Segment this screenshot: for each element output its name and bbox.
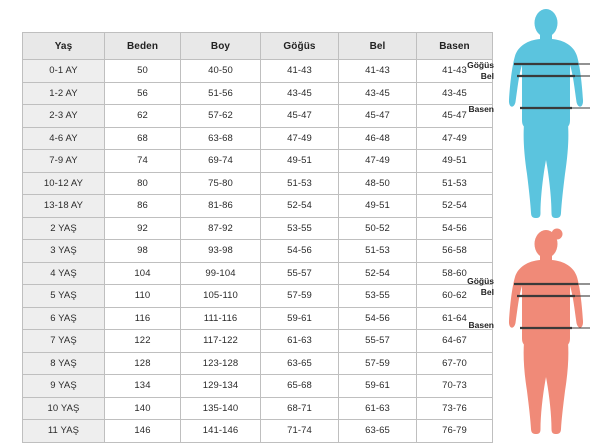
cell-waist: 54-56 — [339, 307, 417, 330]
cell-waist: 52-54 — [339, 262, 417, 285]
blue-chest-label: Göğüs — [467, 60, 494, 70]
cell-hip: 67-70 — [417, 352, 493, 375]
cell-size: 134 — [105, 375, 181, 398]
cell-height: 111-116 — [181, 307, 261, 330]
cell-age: 2-3 AY — [23, 105, 105, 128]
cell-waist: 47-49 — [339, 150, 417, 173]
cell-height: 87-92 — [181, 217, 261, 240]
cell-waist: 49-51 — [339, 195, 417, 218]
cell-hip: 64-67 — [417, 330, 493, 353]
cell-size: 128 — [105, 352, 181, 375]
size-table-container — [22, 32, 492, 443]
cell-age: 7-9 AY — [23, 150, 105, 173]
cell-age: 6 YAŞ — [23, 307, 105, 330]
table-row — [23, 127, 493, 150]
cell-age: 9 YAŞ — [23, 375, 105, 398]
cell-height: 75-80 — [181, 172, 261, 195]
cell-age: 10-12 AY — [23, 172, 105, 195]
column-header-size: Beden — [105, 33, 181, 60]
cell-hip: 76-79 — [417, 420, 493, 443]
cell-waist: 41-43 — [339, 60, 417, 83]
cell-age: 10 YAŞ — [23, 397, 105, 420]
cell-chest: 68-71 — [261, 397, 339, 420]
table-row — [23, 352, 493, 375]
table-row — [23, 307, 493, 330]
column-header-chest: Göğüs — [261, 33, 339, 60]
cell-age: 4 YAŞ — [23, 262, 105, 285]
cell-height: 51-56 — [181, 82, 261, 105]
cell-size: 116 — [105, 307, 181, 330]
cell-waist: 50-52 — [339, 217, 417, 240]
cell-size: 110 — [105, 285, 181, 308]
cell-chest: 52-54 — [261, 195, 339, 218]
cell-size: 140 — [105, 397, 181, 420]
table-row — [23, 330, 493, 353]
cell-chest: 63-65 — [261, 352, 339, 375]
cell-waist: 45-47 — [339, 105, 417, 128]
cell-height: 117-122 — [181, 330, 261, 353]
cell-height: 40-50 — [181, 60, 261, 83]
blue-hip-label: Basen — [468, 104, 494, 114]
cell-height: 93-98 — [181, 240, 261, 263]
cell-hip: 51-53 — [417, 172, 493, 195]
cell-height: 129-134 — [181, 375, 261, 398]
cell-size: 80 — [105, 172, 181, 195]
table-row — [23, 375, 493, 398]
cell-hip: 70-73 — [417, 375, 493, 398]
cell-chest: 55-57 — [261, 262, 339, 285]
cell-chest: 49-51 — [261, 150, 339, 173]
pink-chest-label: Göğüs — [467, 276, 494, 286]
cell-size: 56 — [105, 82, 181, 105]
table-row — [23, 240, 493, 263]
size-table — [22, 32, 493, 443]
cell-height: 141-146 — [181, 420, 261, 443]
cell-hip: 73-76 — [417, 397, 493, 420]
table-row — [23, 262, 493, 285]
cell-hip: 61-64 — [417, 307, 493, 330]
cell-hip: 49-51 — [417, 150, 493, 173]
cell-hip: 56-58 — [417, 240, 493, 263]
cell-waist: 43-45 — [339, 82, 417, 105]
pink-hip-label: Basen — [468, 320, 494, 330]
column-header-waist: Bel — [339, 33, 417, 60]
cell-size: 98 — [105, 240, 181, 263]
cell-chest: 45-47 — [261, 105, 339, 128]
cell-chest: 51-53 — [261, 172, 339, 195]
cell-size: 122 — [105, 330, 181, 353]
cell-age: 7 YAŞ — [23, 330, 105, 353]
cell-age: 0-1 AY — [23, 60, 105, 83]
cell-age: 11 YAŞ — [23, 420, 105, 443]
cell-size: 68 — [105, 127, 181, 150]
pink-waist-label: Bel — [480, 287, 494, 297]
cell-age: 8 YAŞ — [23, 352, 105, 375]
cell-hip: 47-49 — [417, 127, 493, 150]
cell-hip: 58-60 — [417, 262, 493, 285]
cell-size: 146 — [105, 420, 181, 443]
cell-height: 135-140 — [181, 397, 261, 420]
cell-waist: 55-57 — [339, 330, 417, 353]
cell-height: 99-104 — [181, 262, 261, 285]
cell-age: 5 YAŞ — [23, 285, 105, 308]
cell-chest: 41-43 — [261, 60, 339, 83]
cell-waist: 51-53 — [339, 240, 417, 263]
table-row — [23, 105, 493, 128]
table-row — [23, 60, 493, 83]
cell-age: 3 YAŞ — [23, 240, 105, 263]
cell-height: 69-74 — [181, 150, 261, 173]
cell-height: 105-110 — [181, 285, 261, 308]
cell-height: 57-62 — [181, 105, 261, 128]
cell-waist: 46-48 — [339, 127, 417, 150]
cell-chest: 59-61 — [261, 307, 339, 330]
cell-waist: 53-55 — [339, 285, 417, 308]
cell-chest: 53-55 — [261, 217, 339, 240]
cell-size: 92 — [105, 217, 181, 240]
cell-age: 13-18 AY — [23, 195, 105, 218]
column-header-height: Boy — [181, 33, 261, 60]
pink-body-silhouette-icon — [500, 228, 592, 436]
table-header-row — [23, 33, 493, 60]
table-row — [23, 397, 493, 420]
blue-body-silhouette-icon — [500, 8, 592, 220]
cell-chest: 71-74 — [261, 420, 339, 443]
cell-size: 104 — [105, 262, 181, 285]
cell-age: 4-6 AY — [23, 127, 105, 150]
column-header-hip: Basen — [417, 33, 493, 60]
cell-chest: 43-45 — [261, 82, 339, 105]
cell-size: 86 — [105, 195, 181, 218]
cell-hip: 54-56 — [417, 217, 493, 240]
cell-chest: 61-63 — [261, 330, 339, 353]
cell-hip: 45-47 — [417, 105, 493, 128]
cell-size: 74 — [105, 150, 181, 173]
cell-size: 50 — [105, 60, 181, 83]
cell-hip: 60-62 — [417, 285, 493, 308]
cell-chest: 57-59 — [261, 285, 339, 308]
cell-waist: 59-61 — [339, 375, 417, 398]
cell-hip: 52-54 — [417, 195, 493, 218]
table-row — [23, 285, 493, 308]
cell-hip: 41-43 — [417, 60, 493, 83]
cell-waist: 57-59 — [339, 352, 417, 375]
table-row — [23, 420, 493, 443]
cell-height: 63-68 — [181, 127, 261, 150]
table-row — [23, 195, 493, 218]
cell-height: 123-128 — [181, 352, 261, 375]
cell-waist: 48-50 — [339, 172, 417, 195]
table-header — [23, 33, 493, 60]
cell-age: 1-2 AY — [23, 82, 105, 105]
cell-chest: 65-68 — [261, 375, 339, 398]
cell-size: 62 — [105, 105, 181, 128]
column-header-age: Yaş — [23, 33, 105, 60]
cell-height: 81-86 — [181, 195, 261, 218]
cell-waist: 61-63 — [339, 397, 417, 420]
cell-chest: 54-56 — [261, 240, 339, 263]
table-body — [23, 60, 493, 443]
table-row — [23, 82, 493, 105]
table-row — [23, 217, 493, 240]
cell-chest: 47-49 — [261, 127, 339, 150]
blue-waist-label: Bel — [480, 71, 494, 81]
cell-age: 2 YAŞ — [23, 217, 105, 240]
cell-hip: 43-45 — [417, 82, 493, 105]
table-row — [23, 172, 493, 195]
table-row — [23, 150, 493, 173]
cell-waist: 63-65 — [339, 420, 417, 443]
